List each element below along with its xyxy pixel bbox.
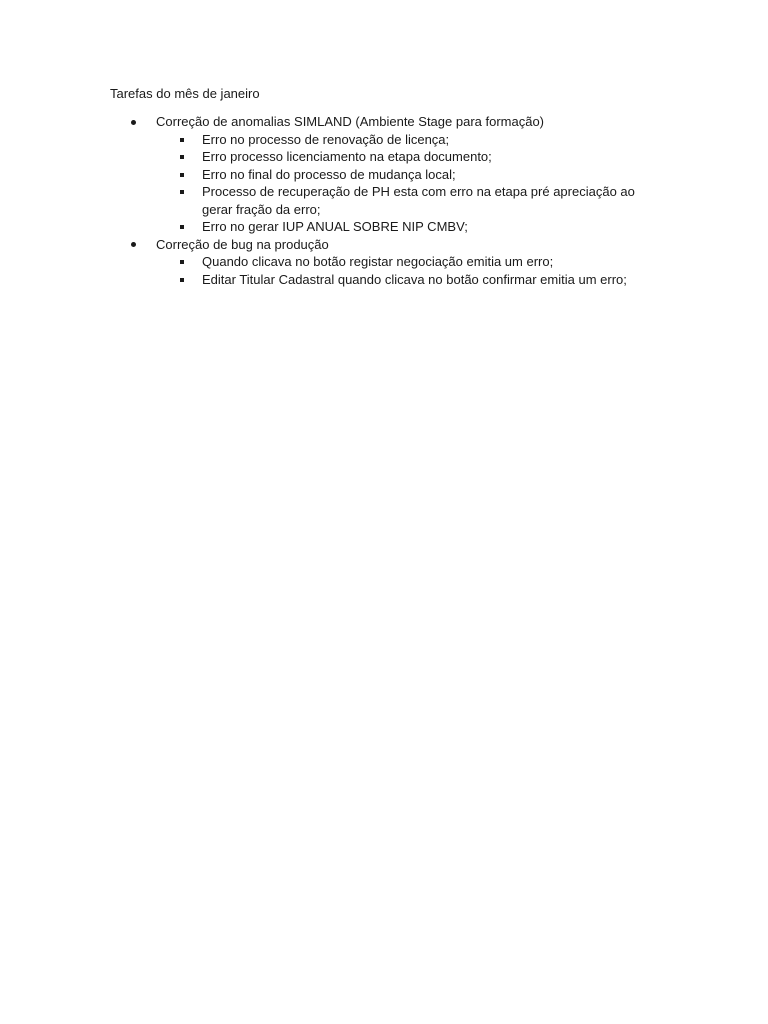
list-item-text: Erro no final do processo de mudança local;	[202, 166, 456, 182]
section-heading: Correção de bug na produção	[156, 236, 329, 252]
list-item	[110, 166, 670, 184]
square-bullet-icon	[180, 190, 184, 194]
list-item-text: Processo de recuperação de PH esta com erro na etapa pré apreciação ao gerar fração da erro;	[202, 184, 635, 217]
list-item	[110, 183, 670, 218]
list-item	[110, 253, 670, 271]
round-bullet-icon	[131, 120, 136, 125]
list-item-text: Erro processo licenciamento na etapa documento;	[202, 149, 492, 164]
list-item	[110, 218, 670, 236]
round-bullet-icon	[131, 242, 136, 247]
document-title: Tarefas do mês de janeiro	[110, 86, 260, 101]
list-item-text: Editar Titular Cadastral quando clicava no botão confirmar emitia um erro;	[202, 271, 627, 287]
square-bullet-icon	[180, 173, 184, 177]
subtask-list	[110, 253, 670, 288]
section-heading: Correção de anomalias SIMLAND (Ambiente Stage para formação)	[156, 114, 545, 129]
list-item	[110, 148, 670, 166]
section-item	[110, 113, 670, 236]
list-item-text: Erro no processo de renovação de licença;	[202, 131, 450, 147]
task-list	[110, 113, 670, 288]
list-item-text: Erro no gerar IUP ANUAL SOBRE NIP CMBV;	[202, 219, 468, 234]
square-bullet-icon	[180, 155, 184, 159]
list-item	[110, 131, 670, 149]
section-item	[110, 236, 670, 289]
list-item-text: Quando clicava no botão registar negociação emitia um erro;	[202, 254, 554, 269]
square-bullet-icon	[180, 260, 184, 264]
square-bullet-icon	[180, 225, 184, 229]
subtask-list	[110, 131, 670, 236]
square-bullet-icon	[180, 278, 184, 282]
list-item	[110, 271, 670, 289]
square-bullet-icon	[180, 138, 184, 142]
